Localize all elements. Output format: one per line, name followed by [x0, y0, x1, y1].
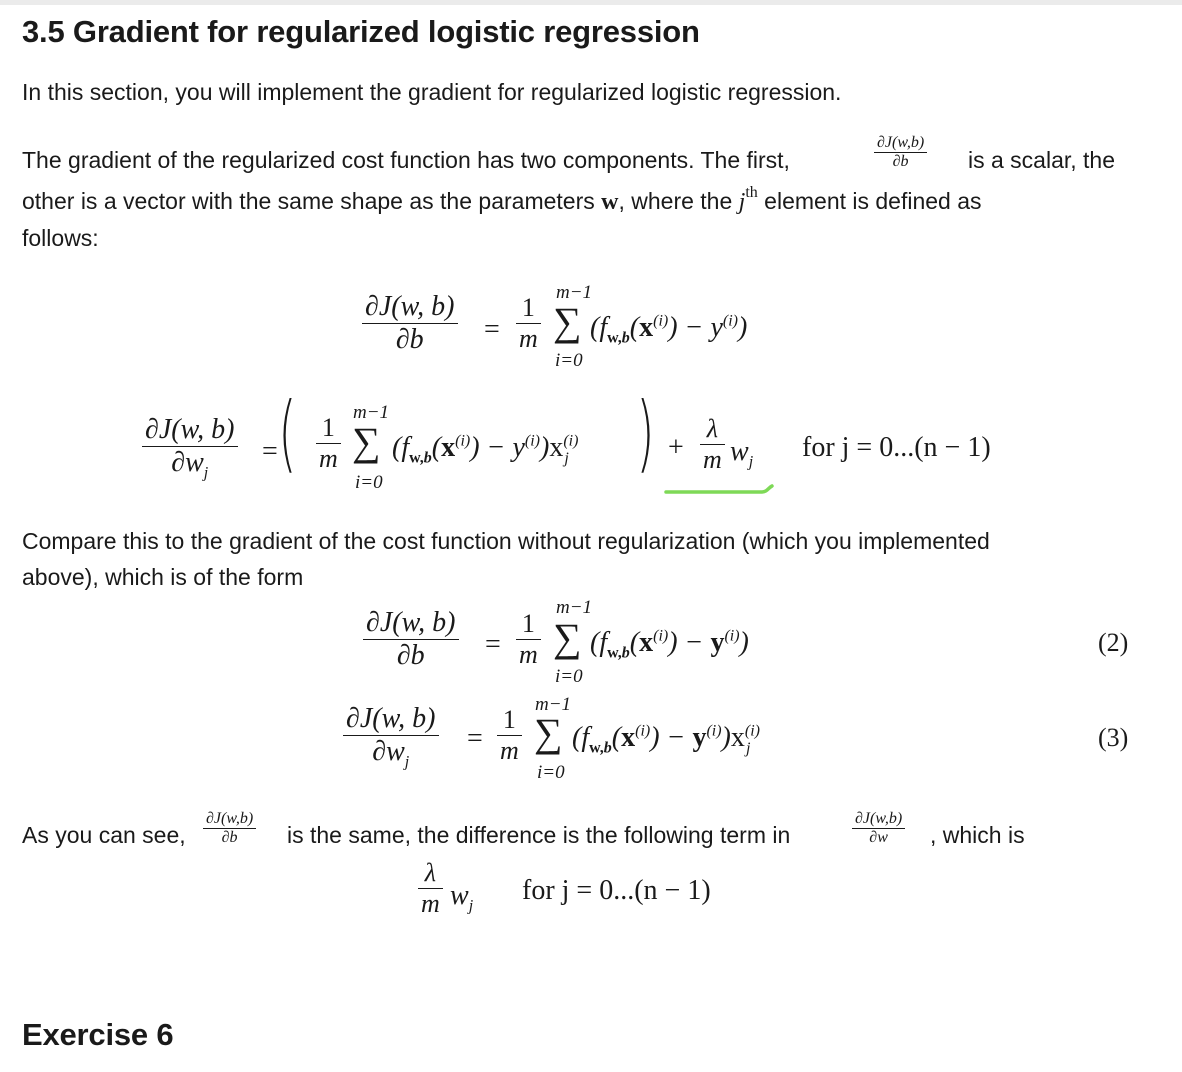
inline-dJdw-fraction: $\frac{\partial J(w,b)}{\partial w}$ [852, 810, 905, 847]
equation-number-2: (2) [1098, 628, 1129, 657]
scalar-text: is a scalar, the [968, 147, 1116, 173]
eq-db-lhs: $\frac{\partial J(w, b)}{\partial b}$ [362, 291, 458, 356]
eq-dw-lhs: $\frac{\partial J(w, b)}{\partial w_j}$ [142, 414, 238, 479]
eq2-lhs: $\frac{\partial J(w, b)}{\partial b}$ [363, 607, 459, 672]
eq-dw-one-over-m: $\frac{1}{m}$ [316, 413, 341, 474]
gradient-components-text: The gradient of the regularized cost function has two components. The first, [22, 147, 790, 173]
equation-number-3: (3) [1098, 723, 1129, 752]
eq3-one-over-m: $\frac{1}{m}$ [497, 705, 522, 766]
inline-dJdb-fraction: $\frac{\partial J(w,b)}{\partial b}$ [874, 134, 927, 171]
reg-term-wj: $w_j$ [450, 880, 474, 915]
left-paren: ( [278, 384, 297, 482]
right-paren: ) [636, 384, 655, 482]
eq2-one-over-m: $\frac{1}{m}$ [516, 609, 541, 670]
eq-dw-wj: $w_j$ [730, 436, 754, 471]
eq2-sum-upper: m−1 [556, 597, 593, 618]
eq-db-sigma: ∑ [553, 299, 582, 344]
eq2-equals: = [485, 629, 501, 660]
eq-db-equals: = [484, 314, 500, 345]
intro-paragraph: In this section, you will implement the gradient for regularized logistic regression. [22, 79, 842, 105]
eq-dw-sum-upper: m−1 [353, 402, 390, 423]
as-you-see-text: As you can see, [22, 822, 186, 848]
eq-dw-sum-lower: i=0 [355, 472, 383, 493]
eq3-lhs: $\frac{\partial J(w, b)}{\partial w_j}$ [343, 703, 439, 768]
compare-text-line2: above), which is of the form [22, 564, 304, 590]
same-difference-text: is the same, the difference is the following term in [287, 822, 791, 848]
eq3-sum-upper: m−1 [535, 694, 572, 715]
follows-text: follows: [22, 225, 99, 251]
eq-db-sum-upper: m−1 [556, 282, 593, 303]
section-title: 3.5 Gradient for regularized logistic regression [22, 14, 700, 49]
eq2-sigma: ∑ [553, 615, 582, 660]
eq3-sigma: ∑ [534, 710, 563, 755]
eq-dw-sigma: ∑ [352, 419, 381, 464]
eq-dw-equals: = [262, 436, 278, 467]
eq3-sum-lower: i=0 [537, 762, 565, 783]
eq2-sum-lower: i=0 [555, 666, 583, 687]
eq-db-one-over-m: $\frac{1}{m}$ [516, 293, 541, 354]
reg-term-for-j: for j = 0...(n − 1) [522, 875, 711, 906]
eq-dw-summand: $(f_{w,b}(x^{(i)}) - y^{(i)})x^{(i)}_j$ [392, 432, 579, 467]
eq3-summand: $(f_{w,b}(x^{(i)}) - y^{(i)})x^{(i)}_j$ [572, 722, 760, 757]
eq-dw-plus: + [668, 432, 684, 463]
eq3-equals: = [467, 723, 483, 754]
inline-dJdb-fraction-2: $\frac{\partial J(w,b)}{\partial b}$ [203, 810, 256, 847]
green-underline-annotation [664, 484, 776, 498]
reg-term-lambda-over-m: $\frac{\lambda}{m}$ [418, 858, 443, 919]
eq-db-summand: $(f_{w,b}(x^{(i)}) - y^{(i)})$ [590, 312, 748, 347]
eq-dw-for-j: for j = 0...(n − 1) [802, 432, 991, 463]
compare-text-line1: Compare this to the gradient of the cost function without regularization (which you implemented [22, 528, 990, 554]
eq-dw-lambda-over-m: $\frac{\lambda}{m}$ [700, 414, 725, 475]
exercise-heading: Exercise 6 [22, 1017, 174, 1052]
eq2-summand: $(f_{w,b}(x^{(i)}) - y^{(i)})$ [590, 627, 749, 662]
vector-text: other is a vector with the same shape as the parameters w, where the $j^{th}$ element is defined as [22, 184, 982, 215]
which-is-text: , which is [930, 822, 1025, 848]
eq-db-sum-lower: i=0 [555, 350, 583, 371]
top-divider [0, 0, 1182, 5]
